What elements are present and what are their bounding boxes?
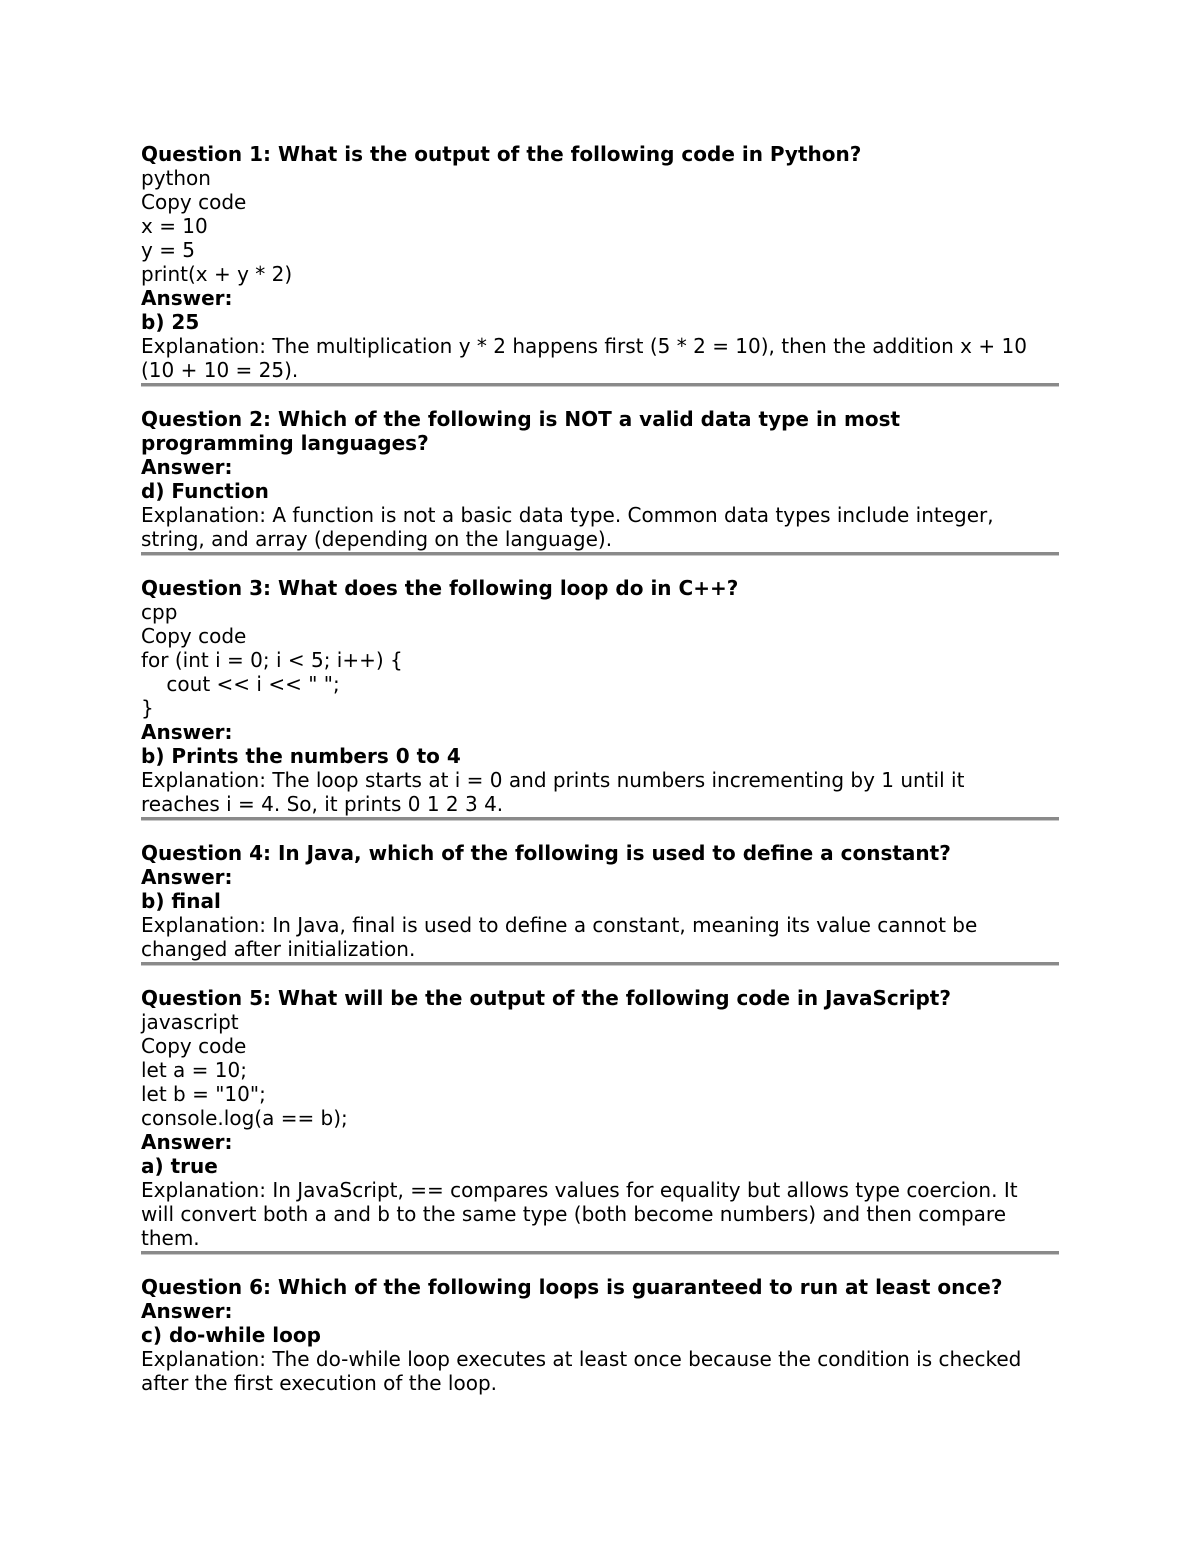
code-line: cout << i << " ";: [141, 672, 340, 696]
copy-code-label: Copy code: [141, 190, 247, 214]
answer-label: Answer:: [141, 455, 233, 479]
question-6: [141, 1275, 1059, 1395]
code-language-label: javascript: [141, 1010, 239, 1034]
answer-label: Answer:: [141, 865, 233, 889]
explanation: Explanation: In JavaScript, == compares values for equality but allows type coercion. It will convert both a and b to the same type (both become numbers) and then compare them.: [141, 1178, 1018, 1250]
question-4: [141, 841, 1059, 961]
code-line: let b = "10";: [141, 1082, 266, 1106]
answer-value: c) do-while loop: [141, 1323, 321, 1347]
question-2: [141, 407, 1059, 551]
answer-label: Answer:: [141, 720, 233, 744]
code-line: for (int i = 0; i < 5; i++) {: [141, 648, 403, 672]
question-title: Question 2: Which of the following is NOT a valid data type in most programming languages?: [141, 407, 901, 455]
question-title: Question 6: Which of the following loops is guaranteed to run at least once?: [141, 1275, 1003, 1299]
code-language-label: python: [141, 166, 211, 190]
answer-value: b) 25: [141, 310, 200, 334]
question-title: Question 3: What does the following loop do in C++?: [141, 576, 739, 600]
question-title: Question 5: What will be the output of the following code in JavaScript?: [141, 986, 951, 1010]
question-1: [141, 142, 1059, 382]
answer-label: Answer:: [141, 1130, 233, 1154]
question-title: Question 1: What is the output of the following code in Python?: [141, 142, 862, 166]
explanation: Explanation: In Java, final is used to define a constant, meaning its value cannot be changed after initialization.: [141, 913, 978, 961]
code-line: print(x + y * 2): [141, 262, 293, 286]
code-line: let a = 10;: [141, 1058, 247, 1082]
code-line: }: [141, 696, 154, 720]
code-line: console.log(a == b);: [141, 1106, 348, 1130]
question-3: [141, 576, 1059, 816]
copy-code-label: Copy code: [141, 624, 247, 648]
copy-code-label: Copy code: [141, 1034, 247, 1058]
answer-label: Answer:: [141, 286, 233, 310]
code-language-label: cpp: [141, 600, 178, 624]
explanation: Explanation: The loop starts at i = 0 and prints numbers incrementing by 1 until it reaches i = 4. So, it prints 0 1 2 3 4.: [141, 768, 965, 816]
explanation: Explanation: The do-while loop executes at least once because the condition is checked after the first execution of the loop.: [141, 1347, 1022, 1395]
answer-label: Answer:: [141, 1299, 233, 1323]
answer-value: d) Function: [141, 479, 269, 503]
code-line: y = 5: [141, 238, 196, 262]
question-title: Question 4: In Java, which of the following is used to define a constant?: [141, 841, 951, 865]
question-5: [141, 986, 1059, 1250]
answer-value: b) final: [141, 889, 221, 913]
answer-value: b) Prints the numbers 0 to 4: [141, 744, 461, 768]
explanation: Explanation: A function is not a basic data type. Common data types include integer, string, and array (depending on the language).: [141, 503, 994, 551]
answer-value: a) true: [141, 1154, 218, 1178]
code-line: x = 10: [141, 214, 208, 238]
document-body: [141, 142, 1059, 1395]
explanation: Explanation: The multiplication y * 2 happens first (5 * 2 = 10), then the addition x + 10 (10 + 10 = 25).: [141, 334, 1027, 382]
